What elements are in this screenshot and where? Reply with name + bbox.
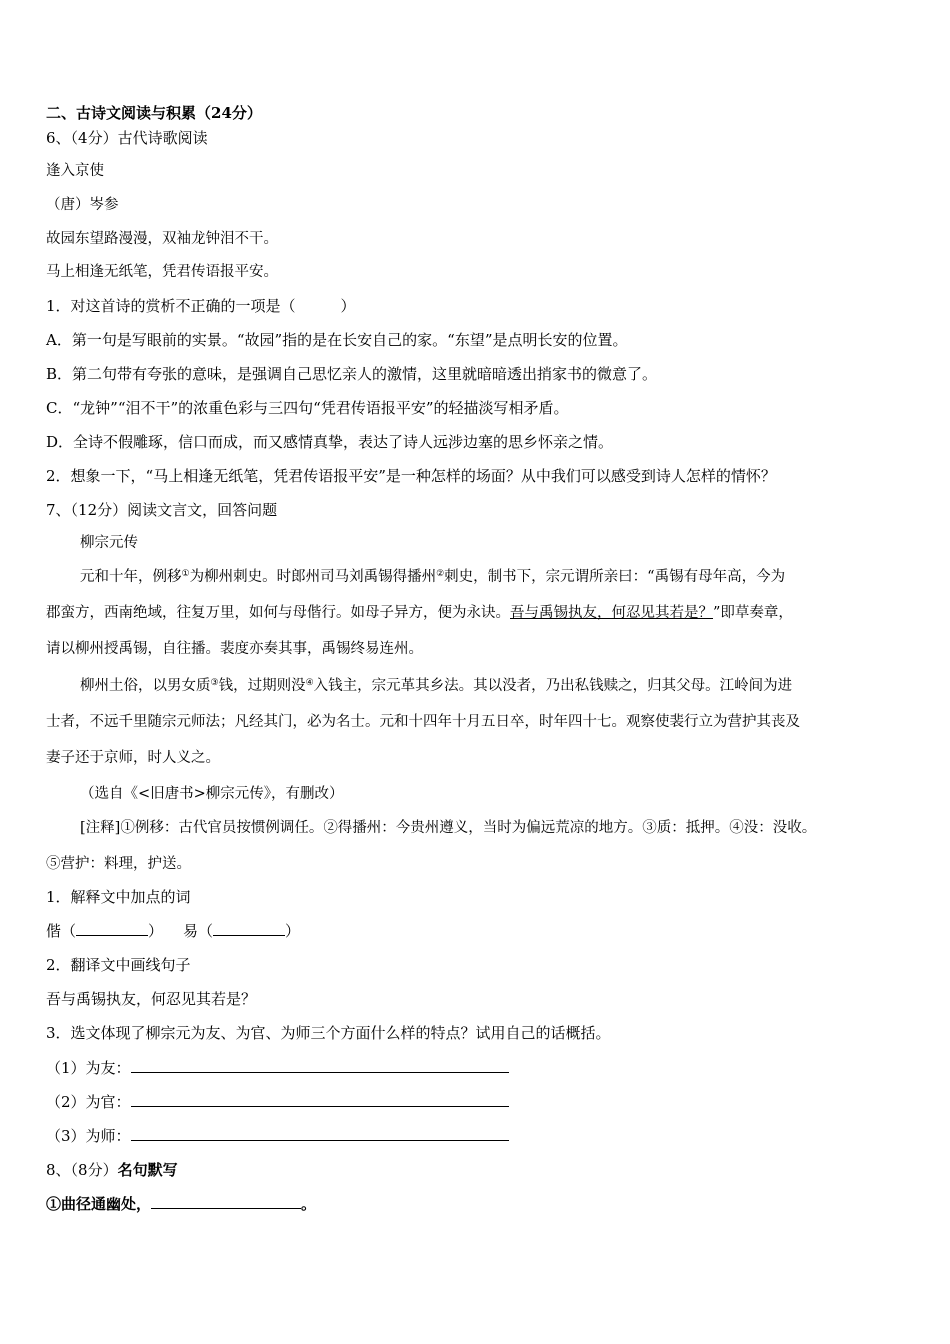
underlined-sentence: 吾与禹锡执友，何忍见其若是？ <box>510 605 713 621</box>
q7-p2-line2: 士者，不远千里随宗元师法；凡经其门，必为名士。元和十四年十月五日卒，时年四十七。观察使裴行立为营护其丧及 <box>46 714 800 730</box>
q7-answer-official: （2）为官： <box>46 1092 509 1112</box>
q6-sub2: 2．想象一下，“马上相逢无纸笔，凭君传语报平安”是一种怎样的场面？从中我们可以感受到诗人怎样的情怀？ <box>46 467 776 485</box>
q7-sub3: 3．选文体现了柳宗元为友、为官、为师三个方面什么样的特点？试用自己的话概括。 <box>46 1024 611 1042</box>
q7-sub2: 2．翻译文中画线句子 <box>46 956 191 974</box>
poem-line-2: 马上相逢无纸笔，凭君传语报平安。 <box>46 264 278 280</box>
q7-answer-teacher: （3）为师： <box>46 1126 509 1146</box>
q7-text-title: 柳宗元传 <box>80 535 138 551</box>
q6-option-a: A．第一句是写眼前的实景。“故园”指的是在长安自己的家。“东望”是点明长安的位置。 <box>46 331 628 349</box>
q7-p2-line3: 妻子还于京师，时人义之。 <box>46 750 220 766</box>
q7-p2-line1: 柳州土俗，以男女质③钱，过期则没④入钱主，宗元革其乡法。其以没者，乃出私钱赎之，归其父母。江岭间为进 <box>80 678 793 694</box>
poem-line-1: 故园东望路漫漫，双袖龙钟泪不干。 <box>46 231 278 247</box>
q7-sub1: 1．解释文中加点的词 <box>46 888 191 906</box>
q6-sub1: 1．对这首诗的赏析不正确的一项是（ ） <box>46 297 356 315</box>
q6-option-b: B．第二句带有夸张的意味，是强调自己思忆亲人的激情，这里就暗暗透出捎家书的微意了。 <box>46 365 658 383</box>
q7-notes-line1: [注释]①例移：古代官员按惯例调任。②得播州：今贵州遵义，当时为偏远荒凉的地方。③质：抵押。④没：没收。 <box>80 820 817 836</box>
q6-header: 6、（4分）古代诗歌阅读 <box>46 129 208 147</box>
answer-line[interactable] <box>131 1092 509 1107</box>
q7-header: 7、（12分）阅读文言文，回答问题 <box>46 501 278 519</box>
q7-p1-line3: 请以柳州授禹锡，自往播。裴度亦奏其事，禹锡终易连州。 <box>46 641 423 657</box>
q7-word-blanks: 偕（ ） 易（ ） <box>46 922 301 940</box>
q7-answer-friend: （1）为友： <box>46 1058 509 1078</box>
q7-p1-line2: 郡蛮方，西南绝域，往复万里，如何与母偕行。如母子异方，便为永诀。吾与禹锡执友，何忍见其若是？”即草奏章， <box>46 605 793 621</box>
q7-source: （选自《<旧唐书>柳宗元传》，有删改） <box>80 786 344 802</box>
answer-line[interactable] <box>131 1126 509 1141</box>
answer-blank[interactable] <box>76 921 148 936</box>
section-title: 二、古诗文阅读与积累（24分） <box>46 104 262 122</box>
q6-option-c: C．“龙钟”“泪不干”的浓重色彩与三四句“凭君传语报平安”的轻描淡写相矛盾。 <box>46 399 569 417</box>
answer-line[interactable] <box>131 1058 509 1073</box>
q8-item-1: ①曲径通幽处， 。 <box>46 1195 317 1213</box>
q7-sentence: 吾与禹锡执友，何忍见其若是？ <box>46 990 257 1008</box>
q7-notes-line2: ⑤营护：料理，护送。 <box>46 856 191 872</box>
answer-blank[interactable] <box>151 1194 301 1209</box>
poem-author: （唐）岑参 <box>46 197 119 213</box>
poem-title: 逢入京使 <box>46 163 104 179</box>
answer-blank[interactable] <box>213 921 285 936</box>
q7-p1-line1: 元和十年，例移①为柳州刺史。时郎州司马刘禹锡得播州②刺史，制书下，宗元谓所亲曰：“禹锡有母年高，今为 <box>80 569 786 585</box>
q6-option-d: D．全诗不假雕琢，信口而成，而又感情真挚，表达了诗人远涉边塞的思乡怀亲之情。 <box>46 433 614 451</box>
q8-header: 8、（8分）名句默写 <box>46 1161 178 1179</box>
